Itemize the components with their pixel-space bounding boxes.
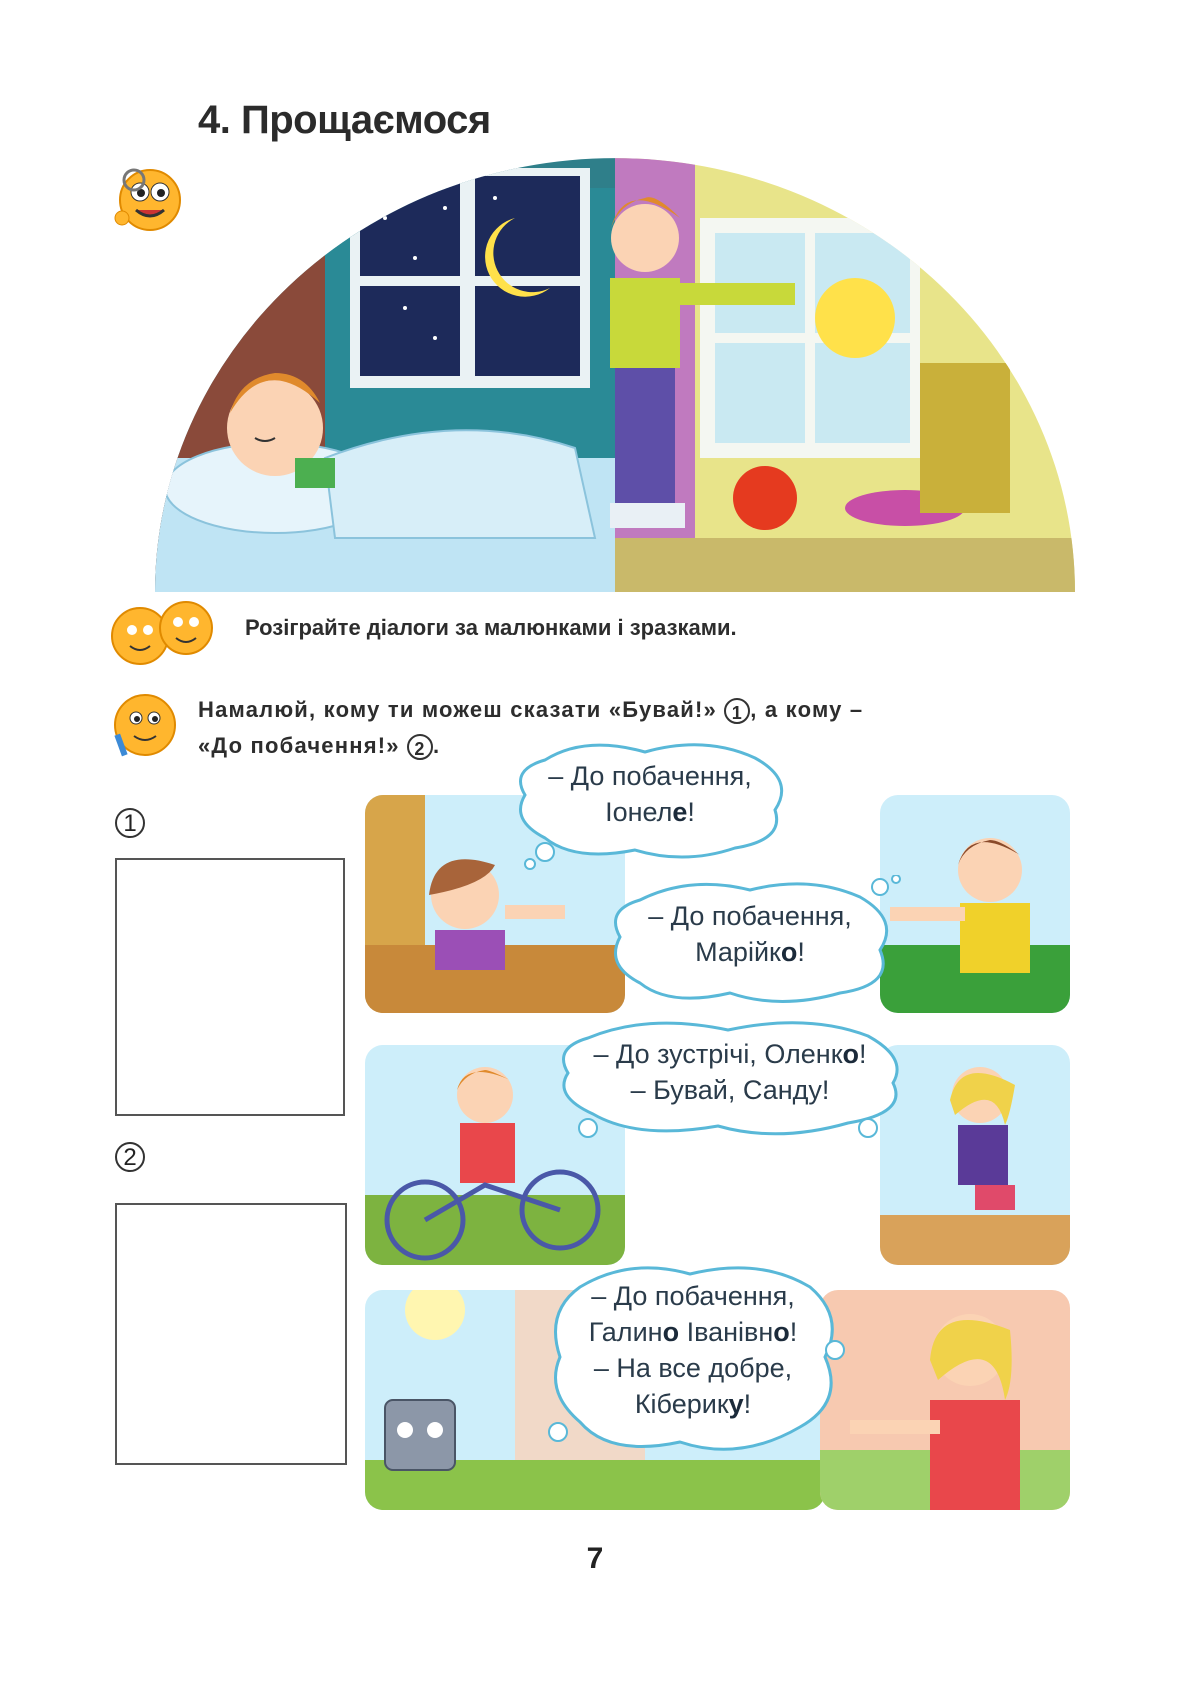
page-title: 4. Прощаємося xyxy=(198,98,491,142)
draw-instruction: Намалюй, кому ти можеш сказати «Бувай!» 1 , а кому – «До побачення!» 2 . xyxy=(198,697,864,760)
smiley-pencil-icon xyxy=(110,690,180,760)
dialog-olenka-sandu: – До зустрічі, Оленко! – Бувай, Санду! xyxy=(593,1039,867,1105)
two-smileys-icon xyxy=(108,596,218,676)
dialog-ionel: – До побачення, Іонеле! xyxy=(548,761,752,827)
morning-evening-illustration xyxy=(155,158,1075,592)
dialog-halyna-kiberyk: – До побачення, Галино Іванівно! – На все добре, Кіберику! xyxy=(588,1281,798,1419)
marker-two: 2 xyxy=(407,734,433,760)
box-one-label: 1 xyxy=(115,808,145,838)
page-number: 7 xyxy=(586,1542,604,1575)
panel-teacher-halyna xyxy=(820,1290,1070,1510)
marker-one: 1 xyxy=(724,698,750,724)
drawing-box-two[interactable] xyxy=(115,1203,347,1465)
drawing-box-one[interactable] xyxy=(115,858,345,1116)
box-two-label: 2 xyxy=(115,1142,145,1172)
roleplay-instruction: Розіграйте діалоги за малюнками і зразками. xyxy=(245,615,737,640)
dialog-mariyka: – До побачення, Марійко! xyxy=(648,901,852,967)
